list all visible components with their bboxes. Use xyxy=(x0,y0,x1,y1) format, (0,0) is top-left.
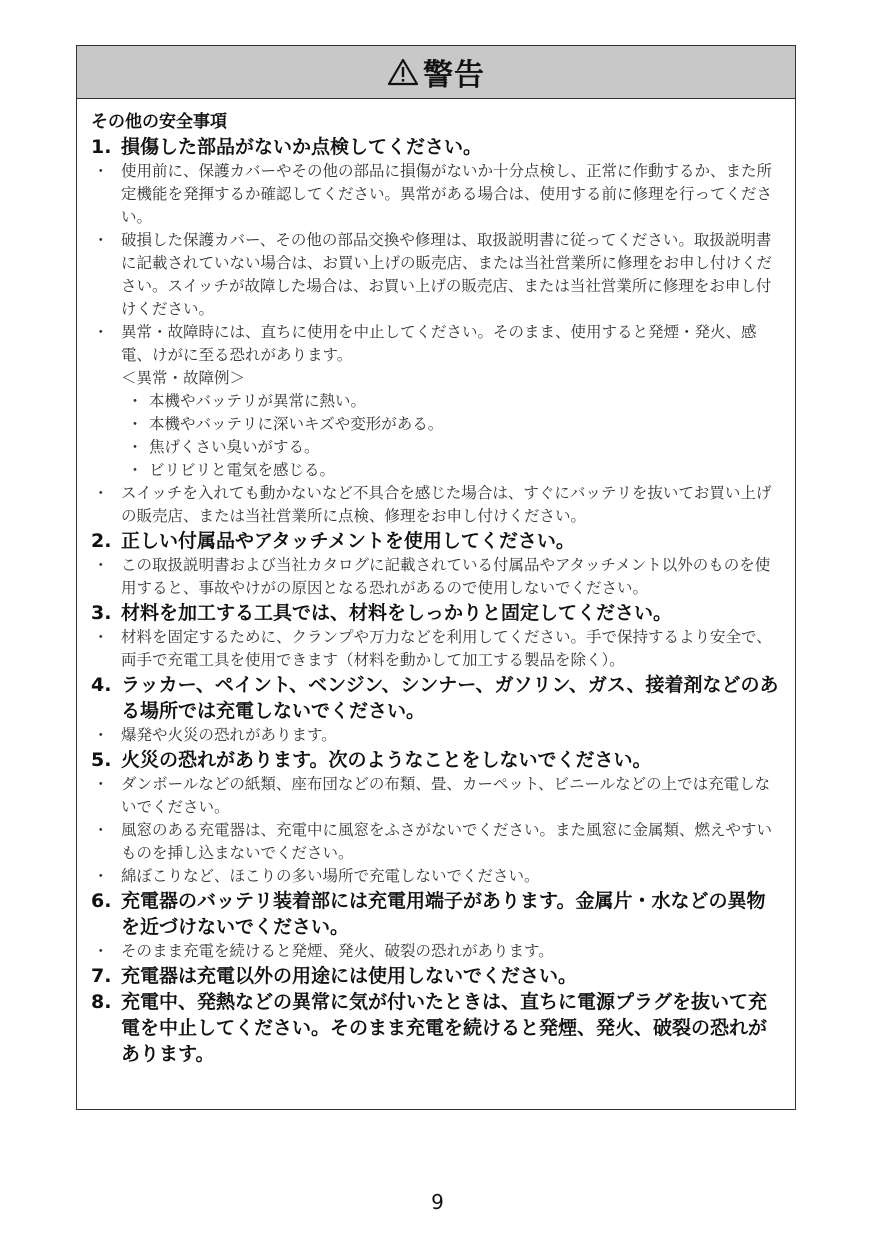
bullet-text: 異常・故障時には、直ちに使用を中止してください。そのまま、使用すると発煙・発火、感電、けがに至る恐れがあります。 xyxy=(121,323,757,364)
bullet-item xyxy=(91,160,781,229)
safety-item-heading xyxy=(91,888,781,940)
safety-item-title: 火災の恐れがあります。次のようなことをしないでください。 xyxy=(121,749,652,771)
warning-title: 警告 xyxy=(423,58,485,93)
example-text: 本機やバッテリが異常に熱い。 xyxy=(149,392,367,410)
safety-item xyxy=(91,963,781,989)
bullet-mark: ・ xyxy=(127,415,143,433)
safety-item-title: 損傷した部品がないか点検してください。 xyxy=(121,136,483,158)
safety-item-title: 充電器は充電以外の用途には使用しないでください。 xyxy=(121,965,578,987)
safety-item xyxy=(91,600,781,672)
example-item xyxy=(91,413,781,436)
warning-content xyxy=(77,99,795,1067)
safety-item-heading xyxy=(91,963,781,989)
bullet-text: 破損した保護カバー、その他の部品交換や修理は、取扱説明書に従ってください。取扱説明書に記載されていない場合は、お買い上げの販売店、または当社営業所に修理をお申し付けください。スイッチが故障した場合は、お買い上げの販売店、または当社営業所に修理をお申し付けください。 xyxy=(121,231,773,318)
bullet-text: そのまま充電を続けると発煙、発火、破裂の恐れがあります。 xyxy=(121,942,554,960)
bullet-mark: ・ xyxy=(93,484,109,502)
bullet-mark: ・ xyxy=(93,942,109,960)
example-item xyxy=(91,459,781,482)
bullet-mark: ・ xyxy=(93,323,109,341)
safety-item-number: 6. xyxy=(91,890,112,912)
bullet-text: 風窓のある充電器は、充電中に風窓をふさがないでください。また風窓に金属類、燃えやすいものを挿し込まないでください。 xyxy=(121,821,773,862)
bullet-text: 材料を固定するために、クランプや万力などを利用してください。手で保持するより安全で、両手で充電工具を使用できます（材料を動かして加工する製品を除く）。 xyxy=(121,628,772,669)
safety-item-number: 1. xyxy=(91,136,112,158)
safety-item-number: 3. xyxy=(91,602,112,624)
safety-item-heading xyxy=(91,600,781,626)
bullet-item xyxy=(91,940,781,963)
bullet-mark: ・ xyxy=(93,162,109,180)
safety-item-title: 材料を加工する工具では、材料をしっかりと固定してください。 xyxy=(121,602,673,624)
bullet-mark: ・ xyxy=(93,726,109,744)
safety-item xyxy=(91,528,781,600)
bullet-item xyxy=(91,482,781,528)
example-text: ビリビリと電気を感じる。 xyxy=(149,461,336,479)
example-item xyxy=(91,436,781,459)
safety-item xyxy=(91,672,781,747)
example-text: 本機やバッテリに深いキズや変形がある。 xyxy=(149,415,444,433)
bullet-text: スイッチを入れても動かないなど不具合を感じた場合は、すぐにバッテリを抜いてお買い上げの販売店、または当社営業所に点検、修理をお申し付けください。 xyxy=(121,484,772,525)
safety-item-title: 充電器のバッテリ装着部には充電用端子があります。金属片・水などの異物を近づけないでください。 xyxy=(121,890,766,938)
warning-box xyxy=(76,45,796,1110)
bullet-item xyxy=(91,554,781,600)
bullet-mark: ・ xyxy=(93,628,109,646)
bullet-mark: ・ xyxy=(93,775,109,793)
example-heading: ＜異常・故障例＞ xyxy=(121,369,246,387)
bullet-text: この取扱説明書および当社カタログに記載されている付属品やアタッチメント以外のものを使用すると、事故やけがの原因となる恐れがあるので使用しないでください。 xyxy=(121,556,771,597)
bullet-item xyxy=(91,626,781,672)
bullet-mark: ・ xyxy=(93,821,109,839)
bullet-item xyxy=(91,865,781,888)
bullet-item xyxy=(91,819,781,865)
bullet-text: ダンボールなどの紙類、座布団などの布類、畳、カーペット、ビニールなどの上では充電しないでください。 xyxy=(121,775,771,816)
safety-item-heading xyxy=(91,747,781,773)
bullet-item xyxy=(91,321,781,367)
bullet-item xyxy=(91,229,781,321)
page-number: 9 xyxy=(431,1190,444,1214)
safety-item xyxy=(91,989,781,1067)
bullet-text: 使用前に、保護カバーやその他の部品に損傷がないか十分点検し、正常に作動するか、また所定機能を発揮するか確認してください。異常がある場合は、使用する前に修理を行ってください。 xyxy=(121,162,773,226)
safety-item-heading xyxy=(91,672,781,724)
safety-items-list xyxy=(91,134,781,1067)
safety-item xyxy=(91,747,781,888)
example-text: 焦げくさい臭いがする。 xyxy=(149,438,320,456)
safety-item-number: 5. xyxy=(91,749,112,771)
bullet-item xyxy=(91,773,781,819)
safety-item-number: 4. xyxy=(91,674,112,696)
safety-item-heading xyxy=(91,528,781,554)
safety-item-number: 8. xyxy=(91,991,112,1013)
bullet-mark: ・ xyxy=(127,392,143,410)
bullet-text: 綿ぼこりなど、ほこりの多い場所で充電しないでください。 xyxy=(121,867,540,885)
safety-item-number: 7. xyxy=(91,965,112,987)
safety-item-title: ラッカー、ペイント、ベンジン、シンナー、ガソリン、ガス、接着剤などのある場所では充電しないでください。 xyxy=(121,674,779,722)
safety-item xyxy=(91,134,781,528)
warning-header xyxy=(77,46,795,99)
bullet-mark: ・ xyxy=(93,867,109,885)
bullet-mark: ・ xyxy=(127,461,143,479)
safety-item-heading xyxy=(91,134,781,160)
safety-item-number: 2. xyxy=(91,530,112,552)
bullet-text: 爆発や火災の恐れがあります。 xyxy=(121,726,337,744)
safety-item xyxy=(91,888,781,963)
safety-item-heading xyxy=(91,989,781,1067)
bullet-mark: ・ xyxy=(93,231,109,249)
example-item xyxy=(91,390,781,413)
warning-triangle-icon xyxy=(387,58,419,86)
bullet-item xyxy=(91,724,781,747)
bullet-mark: ・ xyxy=(93,556,109,574)
bullet-mark: ・ xyxy=(127,438,143,456)
safety-item-title: 充電中、発熱などの異常に気が付いたときは、直ちに電源プラグを抜いて充電を中止してください。そのまま充電を続けると発煙、発火、破裂の恐れがあります。 xyxy=(121,991,768,1065)
safety-item-title: 正しい付属品やアタッチメントを使用してください。 xyxy=(121,530,575,552)
section-subtitle: その他の安全事項 xyxy=(91,112,227,132)
